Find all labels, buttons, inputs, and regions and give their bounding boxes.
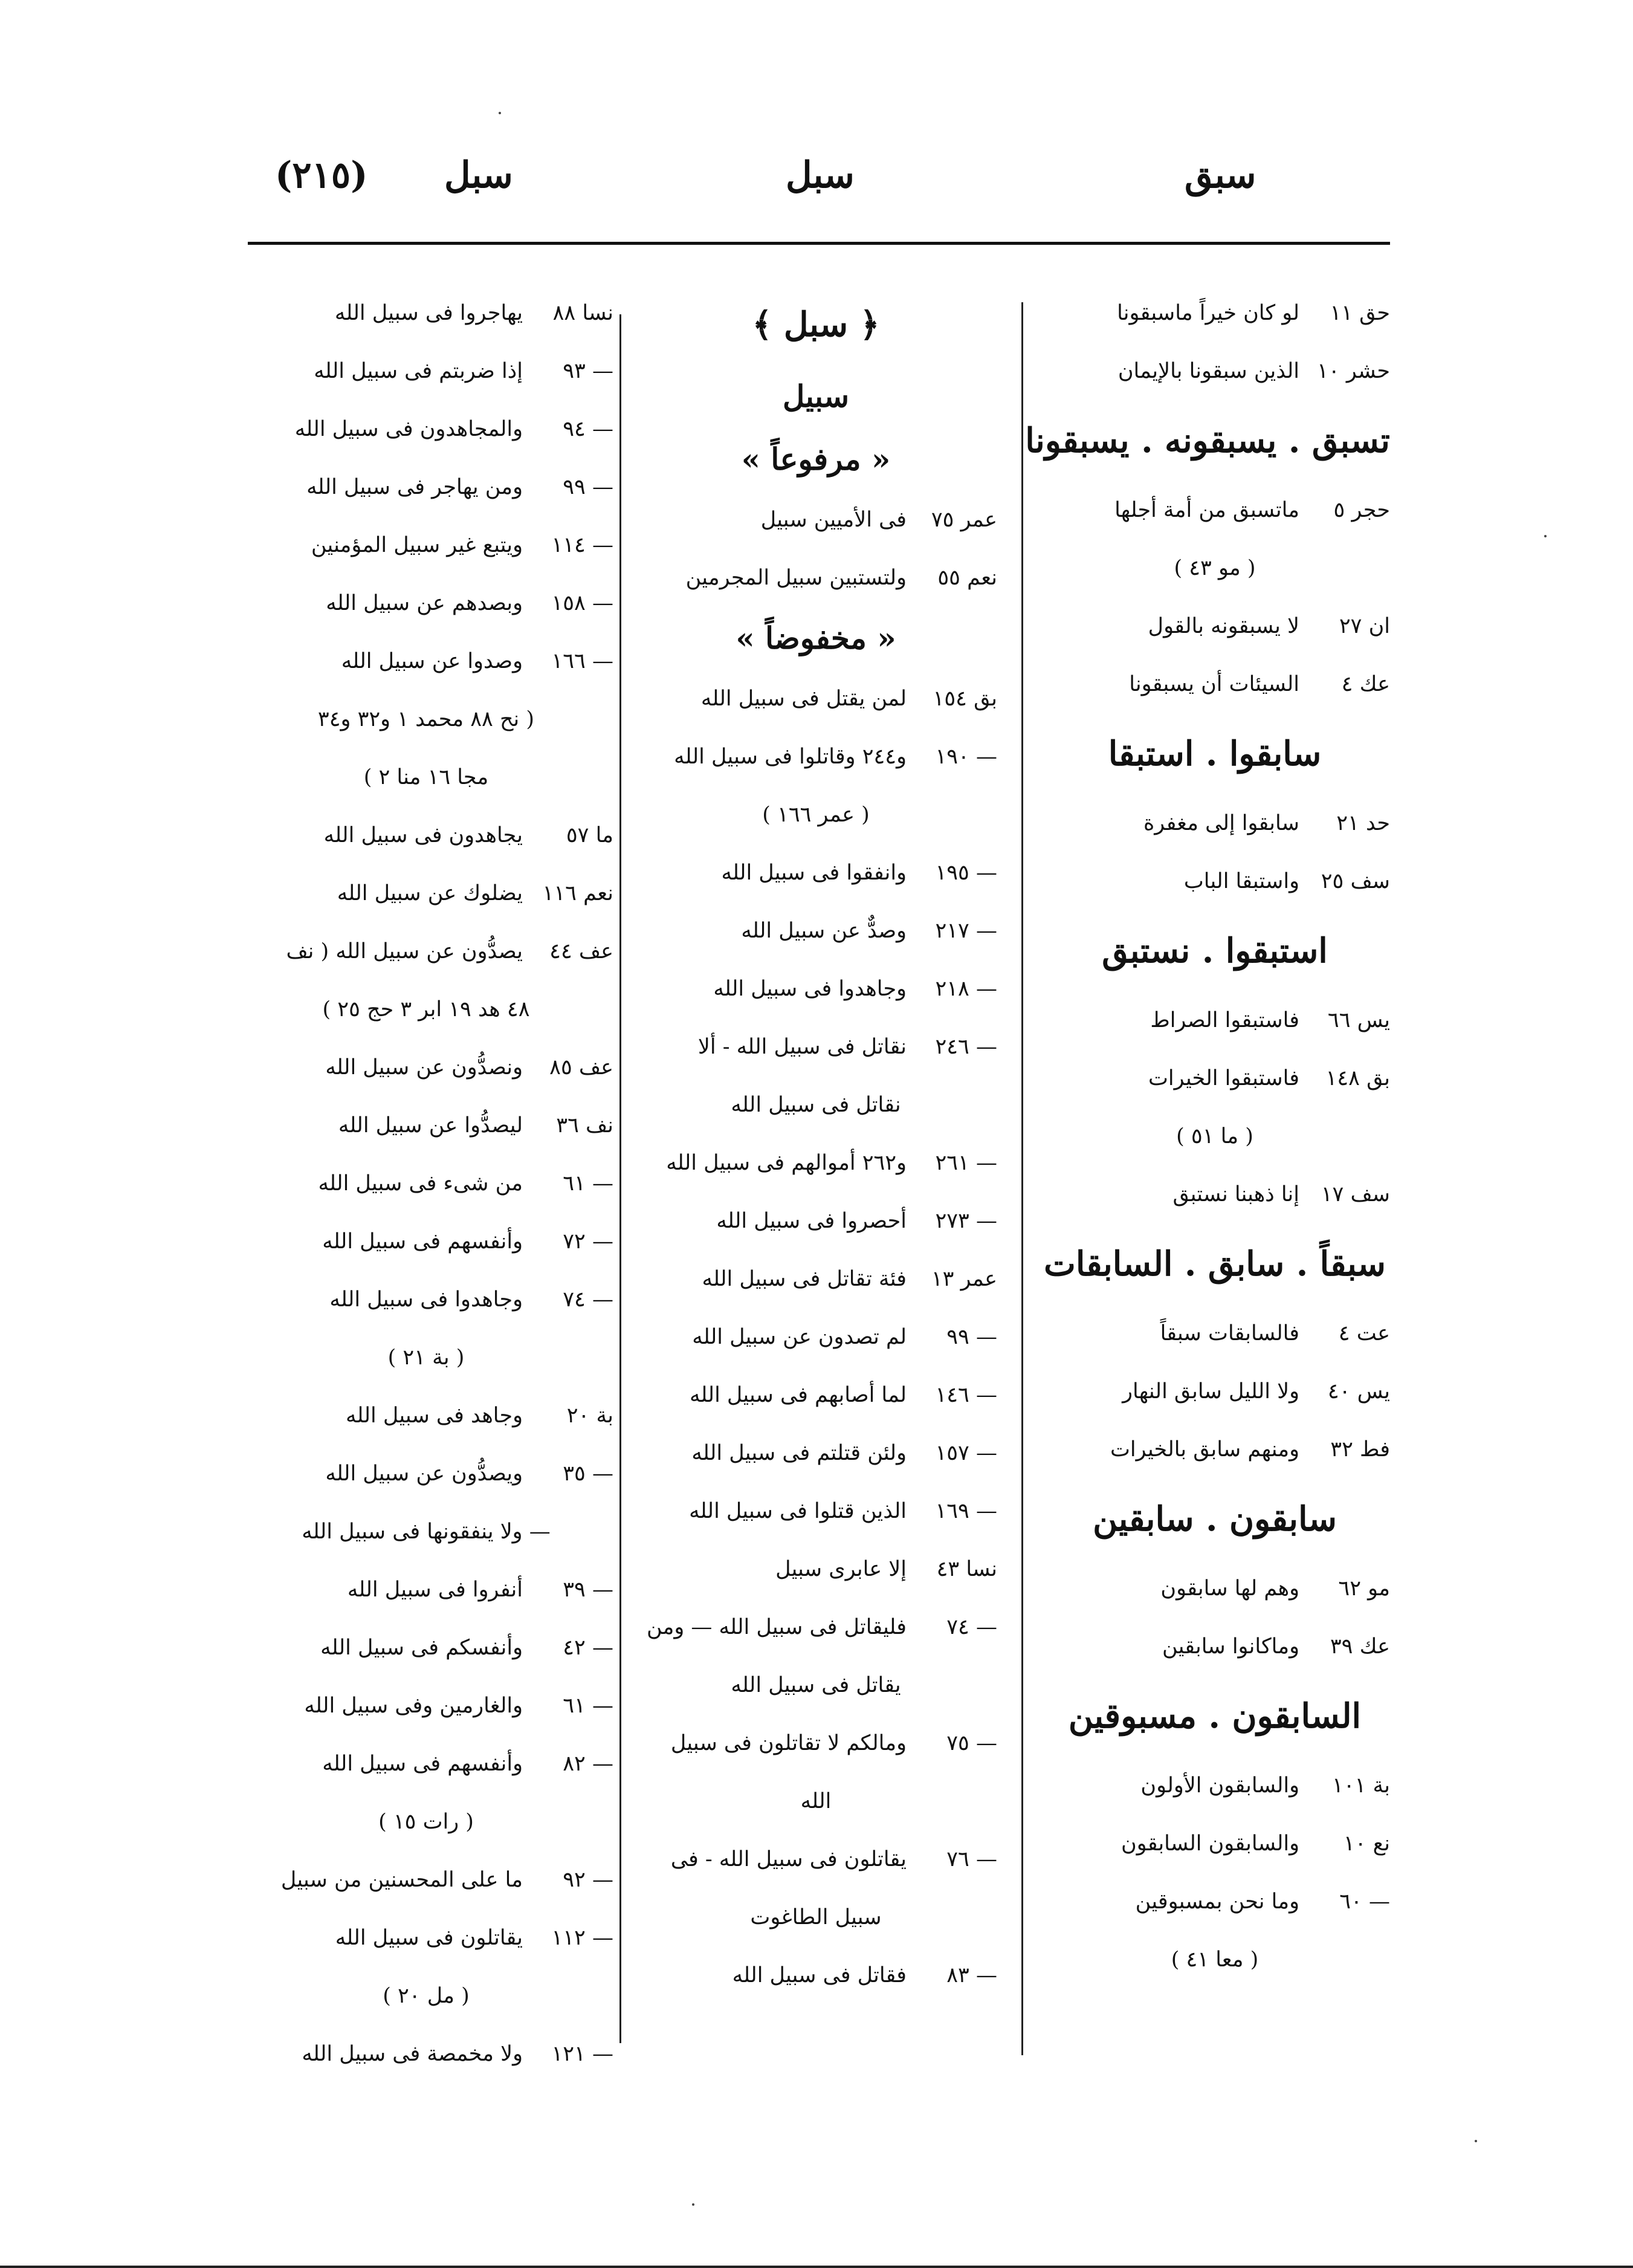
- entry-text: يقاتلون فى سبيل الله: [335, 1926, 523, 1950]
- entry-row: [1040, 1304, 1390, 1362]
- entry-text: ولا مخمصة فى سبيل الله: [302, 2042, 523, 2066]
- entry-row: [635, 1018, 997, 1076]
- entry-row: [635, 1308, 997, 1366]
- entry-text: وجاهد فى سبيل الله: [345, 1404, 523, 1428]
- entry-reference: ما ٥٧: [566, 823, 613, 847]
- entry-row: [239, 864, 613, 922]
- entry-row: [1040, 852, 1390, 910]
- entry-text: فاستبقوا الخيرات: [1148, 1066, 1299, 1090]
- entry-reference: حد ٢١: [1336, 811, 1390, 835]
- entry-text: وأنفسكم فى سبيل الله: [320, 1636, 523, 1660]
- entry-row: [239, 574, 613, 632]
- column-divider-left: [619, 314, 621, 2043]
- entry-text: ولا الليل سابق النهار: [1122, 1379, 1299, 1404]
- entry-row: [635, 1830, 997, 1888]
- entry-reference: — ٤٢: [563, 1636, 613, 1660]
- entry-reference: — ٩٩: [946, 1325, 997, 1349]
- entry-reference: — ٧٤: [563, 1288, 613, 1312]
- entry-row: [1040, 1560, 1390, 1618]
- entry-row: [239, 1851, 613, 1909]
- entry-row: [1040, 481, 1390, 539]
- entry-reference: — ٩٣: [563, 359, 613, 383]
- entry-row: [239, 1561, 613, 1619]
- entry-row: [635, 1134, 997, 1192]
- entry-continuation: ( رات ١٥ ): [378, 1810, 474, 1834]
- entry-reference: سف ١٧: [1321, 1182, 1390, 1207]
- entry-reference: سف ٢٥: [1321, 869, 1390, 893]
- section-heading: « مخفوضاً »: [736, 620, 896, 656]
- header-left-word: سبل: [444, 154, 513, 196]
- entry-row: [635, 1192, 997, 1250]
- entry-row: [1040, 655, 1390, 713]
- entry-text: السيئات أن يسبقونا: [1129, 672, 1299, 696]
- entry-row: [635, 1366, 997, 1424]
- entry-reference: — ٢٦١: [935, 1151, 997, 1175]
- entry-continuation: ٤٨ هد ١٩ ابر ٣ حج ٢٥ ): [322, 997, 530, 1022]
- section-heading: ﴿ سبل ﴾: [752, 305, 880, 345]
- entry-reference: — ١١٢: [551, 1926, 613, 1950]
- entry-reference: حجر ٥: [1333, 498, 1390, 522]
- entry-reference: يس ٤٠: [1327, 1379, 1390, 1404]
- entry-continuation: ( ما ٥١ ): [1176, 1124, 1253, 1149]
- entry-reference: — ٦١: [563, 1694, 613, 1718]
- entry-text: وجاهدوا فى سبيل الله: [329, 1288, 523, 1312]
- entry-text: وما نحن بمسبوقين: [1135, 1890, 1299, 1914]
- entry-row: [239, 342, 613, 400]
- entry-reference: — ٣٥: [563, 1462, 613, 1486]
- entry-text: واستبقا الباب: [1183, 869, 1299, 893]
- entry-reference: نسا ٤٣: [936, 1557, 997, 1581]
- entry-reference: — ٧٢: [563, 1230, 613, 1254]
- entry-reference: حق ١١: [1330, 301, 1390, 325]
- entry-text: وأنفسهم فى سبيل الله: [322, 1230, 523, 1254]
- entry-row: [635, 902, 997, 960]
- entry-reference: — ٧٤: [946, 1615, 997, 1639]
- entry-row: [239, 922, 613, 980]
- entry-text: نقاتل فى سبيل الله - ألا: [697, 1035, 907, 1059]
- left-column: [239, 284, 613, 2083]
- entry-reference: عمر ١٣: [931, 1267, 997, 1291]
- entry-reference: نعم ٥٥: [937, 566, 997, 590]
- entry-reference: ان ٢٧: [1339, 614, 1390, 638]
- entry-row: [635, 1482, 997, 1540]
- entry-reference: — ١٦٦: [551, 649, 613, 673]
- entry-row: [635, 549, 997, 607]
- entry-row: [635, 844, 997, 902]
- entry-row: [239, 284, 613, 342]
- entry-row: [239, 1155, 613, 1213]
- entry-reference: عك ٣٩: [1330, 1635, 1390, 1659]
- entry-text: وأنفسهم فى سبيل الله: [322, 1752, 523, 1776]
- entry-row: [239, 400, 613, 458]
- entry-reference: — ٢١٨: [935, 977, 997, 1001]
- entry-text: ومنهم سابق بالخيرات: [1110, 1437, 1299, 1462]
- entry-text: وبصدهم عن سبيل الله: [326, 591, 523, 615]
- entry-text: فئة تقاتل فى سبيل الله: [702, 1267, 907, 1291]
- page-number: (٢١٥): [275, 154, 368, 196]
- entry-reference: — ٢٤٦: [935, 1035, 997, 1059]
- entry-text: و٢٤٤ وقاتلوا فى سبيل الله: [674, 745, 907, 769]
- entry-reference: بة ٢٠: [566, 1404, 613, 1428]
- entry-row: [239, 1213, 613, 1271]
- entry-text: وجاهدوا فى سبيل الله: [713, 977, 907, 1001]
- section-heading: تسبق . يسبقونه . يسبقونا: [1025, 421, 1390, 461]
- entry-reference: حشر ١٠: [1317, 359, 1390, 383]
- entry-row: [1040, 342, 1390, 400]
- entry-reference: فط ٣٢: [1330, 1437, 1390, 1462]
- entry-continuation: — ولا ينفقونها فى سبيل الله: [302, 1520, 551, 1544]
- entry-row: [1040, 1165, 1390, 1223]
- entry-text: والسابقون الأولون: [1140, 1774, 1299, 1798]
- entry-text: والغارمين وفى سبيل الله: [304, 1694, 523, 1718]
- entry-text: أنفروا فى سبيل الله: [347, 1578, 523, 1602]
- entry-row: [239, 1735, 613, 1793]
- header-rule: [248, 242, 1390, 245]
- entry-text: ومالكم لا تقاتلون فى سبيل: [670, 1731, 907, 1755]
- entry-text: وصدٌّ عن سبيل الله: [741, 919, 907, 943]
- entry-reference: — ٢١٧: [935, 919, 997, 943]
- entry-text: يضلوك عن سبيل الله: [337, 881, 523, 906]
- right-column: [1025, 284, 1390, 1989]
- entry-text: والمجاهدون فى سبيل الله: [294, 417, 523, 441]
- entry-text: يقاتلون فى سبيل الله - فى: [670, 1847, 907, 1871]
- entry-text: ولئن قتلتم فى سبيل الله: [691, 1441, 907, 1465]
- entry-reference: يس ٦٦: [1327, 1008, 1390, 1032]
- section-heading: سبيل: [783, 378, 849, 414]
- entry-reference: — ٢٧٣: [935, 1209, 997, 1233]
- entry-row: [239, 1271, 613, 1329]
- entry-row: [239, 516, 613, 574]
- section-heading: استبقوا . نستبق: [1102, 931, 1328, 971]
- entry-row: [635, 728, 997, 786]
- entry-continuation: ( بة ٢١ ): [387, 1346, 465, 1370]
- entry-text: فقاتل فى سبيل الله: [732, 1963, 907, 1988]
- entry-text: إذا ضربتم فى سبيل الله: [314, 359, 523, 383]
- entry-row: [635, 1250, 997, 1308]
- entry-text: لما أصابهم فى سبيل الله: [690, 1383, 907, 1407]
- middle-column: [635, 284, 997, 2004]
- entry-reference: بق ١٥٤: [933, 687, 997, 711]
- entry-reference: عف ٨٥: [549, 1055, 613, 1080]
- entry-continuation: ( نح ٨٨ محمد ١ و٣٢ و٣٤: [317, 707, 535, 731]
- entry-text: أحصروا فى سبيل الله: [716, 1209, 907, 1233]
- entry-text: ولتستبين سبيل المجرمين: [685, 566, 907, 590]
- entry-row: [635, 960, 997, 1018]
- entry-continuation: ( مل ٢٠ ): [383, 1984, 470, 2008]
- scan-speck: [1475, 2140, 1477, 2142]
- entry-row: [239, 1445, 613, 1503]
- section-heading: سابقون . سابقين: [1093, 1499, 1337, 1539]
- entry-reference: نعم ١١٦: [542, 881, 613, 906]
- entry-reference: — ١٥٨: [551, 591, 613, 615]
- entry-text: ويتبع غير سبيل المؤمنين: [311, 533, 523, 557]
- entry-text: إلا عابرى سبيل: [775, 1557, 907, 1581]
- entry-continuation: مجا ١٦ منا ٢ ): [363, 765, 489, 789]
- entry-text: والسابقون السابقون: [1120, 1832, 1299, 1856]
- entry-reference: — ٨٣: [946, 1963, 997, 1988]
- entry-reference: نع ١٠: [1343, 1832, 1390, 1856]
- entry-continuation: ( عمر ١٦٦ ): [762, 803, 870, 827]
- entry-continuation: ( مو ٤٣ ): [1174, 556, 1256, 580]
- scan-speck: [499, 112, 501, 114]
- entry-text: يجاهدون فى سبيل الله: [323, 823, 523, 847]
- entry-row: [635, 491, 997, 549]
- section-heading: « مرفوعاً »: [741, 441, 891, 477]
- entry-continuation: يقاتل فى سبيل الله: [731, 1673, 901, 1697]
- entry-row: [239, 1038, 613, 1097]
- entry-row: [239, 632, 613, 690]
- section-heading: سبقاً . سابق . السابقات: [1044, 1244, 1386, 1284]
- entry-reference: بة ١٠١: [1331, 1774, 1390, 1798]
- entry-reference: نسا ٨٨: [552, 301, 613, 325]
- entry-text: فى الأميين سبيل: [760, 508, 907, 532]
- entry-row: [239, 1387, 613, 1445]
- entry-text: سابقوا إلى مغفرة: [1143, 811, 1299, 835]
- entry-text: ليصدُّوا عن سبيل الله: [338, 1113, 523, 1138]
- entry-text: يهاجروا فى سبيل الله: [334, 301, 523, 325]
- entry-row: [1040, 1421, 1390, 1479]
- header-center-word: سبل: [786, 154, 855, 196]
- entry-row: [239, 458, 613, 516]
- entry-text: وماكانوا سابقين: [1162, 1635, 1299, 1659]
- entry-row: [1040, 597, 1390, 655]
- entry-text: وانفقوا فى سبيل الله: [721, 861, 907, 885]
- column-divider-right: [1021, 302, 1023, 2055]
- entry-row: [239, 2025, 613, 2083]
- entry-row: [1040, 1815, 1390, 1873]
- entry-text: ويصدُّون عن سبيل الله: [325, 1462, 523, 1486]
- entry-row: [1040, 1362, 1390, 1421]
- entry-reference: — ٧٥: [946, 1731, 997, 1755]
- page-bottom-edge: [0, 2266, 1633, 2268]
- entry-reference: عف ٤٤: [549, 939, 613, 964]
- entry-reference: — ٦٠: [1339, 1890, 1390, 1914]
- entry-reference: — ١٥٧: [935, 1441, 997, 1465]
- entry-row: [635, 1598, 997, 1656]
- entry-continuation: نقاتل فى سبيل الله: [731, 1093, 901, 1117]
- entry-text: لم تصدون عن سبيل الله: [692, 1325, 907, 1349]
- entry-row: [239, 806, 613, 864]
- entry-row: [239, 1677, 613, 1735]
- entry-reference: — ١٩٥: [935, 861, 997, 885]
- entry-text: الذين سبقونا بالإيمان: [1117, 359, 1299, 383]
- section-heading: السابقون . مسبوقين: [1068, 1696, 1362, 1736]
- entry-row: [1040, 1049, 1390, 1107]
- scan-speck: [692, 2203, 694, 2206]
- entry-row: [635, 1424, 997, 1482]
- entry-reference: — ٦١: [563, 1171, 613, 1196]
- entry-reference: — ٨٢: [563, 1752, 613, 1776]
- entry-reference: مو ٦٢: [1338, 1576, 1390, 1601]
- entry-reference: — ٧٦: [946, 1847, 997, 1871]
- entry-continuation: ( معا ٤١ ): [1171, 1948, 1259, 1972]
- entry-reference: — ٩٢: [563, 1868, 613, 1892]
- entry-text: ونصدُّون عن سبيل الله: [325, 1055, 523, 1080]
- entry-text: ما على المحسنين من سبيل: [280, 1868, 523, 1892]
- entry-text: الذين قتلوا فى سبيل الله: [689, 1499, 907, 1523]
- entry-reference: بق ١٤٨: [1325, 1066, 1390, 1090]
- entry-row: [1040, 991, 1390, 1049]
- entry-row: [1040, 284, 1390, 342]
- entry-reference: — ٩٩: [563, 475, 613, 499]
- entry-reference: — ٩٤: [563, 417, 613, 441]
- scan-speck: [1544, 535, 1547, 537]
- entry-reference: عمر ٧٥: [931, 508, 997, 532]
- entry-continuation: سبيل الطاغوت: [750, 1905, 882, 1929]
- entry-row: [635, 1714, 997, 1772]
- entry-text: وصدوا عن سبيل الله: [341, 649, 523, 673]
- entry-text: ومن يهاجر فى سبيل الله: [306, 475, 523, 499]
- entry-row: [635, 1946, 997, 2004]
- entry-text: لمن يقتل فى سبيل الله: [700, 687, 907, 711]
- entry-reference: — ١٩٠: [935, 745, 997, 769]
- entry-text: من شىء فى سبيل الله: [318, 1171, 523, 1196]
- entry-reference: عت ٤: [1338, 1321, 1390, 1346]
- entry-reference: — ٣٩: [563, 1578, 613, 1602]
- entry-row: [239, 1619, 613, 1677]
- entry-reference: نف ٣٦: [556, 1113, 613, 1138]
- entry-text: لا يسبقونه بالقول: [1148, 614, 1299, 638]
- entry-reference: — ١٦٩: [935, 1499, 997, 1523]
- entry-reference: — ١٤٦: [935, 1383, 997, 1407]
- entry-row: [635, 1540, 997, 1598]
- entry-continuation: الله: [800, 1789, 832, 1813]
- entry-row: [1040, 1873, 1390, 1931]
- entry-reference: عك ٤: [1341, 672, 1390, 696]
- entry-text: و٢٦٢ أموالهم فى سبيل الله: [666, 1151, 907, 1175]
- entry-text: لو كان خيراً ماسبقونا: [1117, 301, 1299, 325]
- entry-text: ماتسبق من أمة أجلها: [1114, 498, 1299, 522]
- entry-row: [1040, 794, 1390, 852]
- entry-row: [239, 1097, 613, 1155]
- entry-text: يصدُّون عن سبيل الله ( نف: [286, 939, 523, 964]
- entry-row: [1040, 1757, 1390, 1815]
- entry-text: فاستبقوا الصراط: [1150, 1008, 1299, 1032]
- entry-text: فليقاتل فى سبيل الله — ومن: [646, 1615, 907, 1639]
- entry-row: [635, 670, 997, 728]
- entry-text: وهم لها سابقون: [1160, 1576, 1299, 1601]
- entry-row: [1040, 1618, 1390, 1676]
- entry-text: إنا ذهبنا نستبق: [1172, 1182, 1299, 1207]
- entry-row: [239, 1909, 613, 1967]
- entry-reference: — ١١٤: [551, 533, 613, 557]
- header-right-word: سبق: [1185, 154, 1256, 196]
- entry-reference: — ١٢١: [551, 2042, 613, 2066]
- section-heading: سابقوا . استبقا: [1108, 734, 1322, 774]
- entry-text: فالسابقات سبقاً: [1160, 1321, 1299, 1346]
